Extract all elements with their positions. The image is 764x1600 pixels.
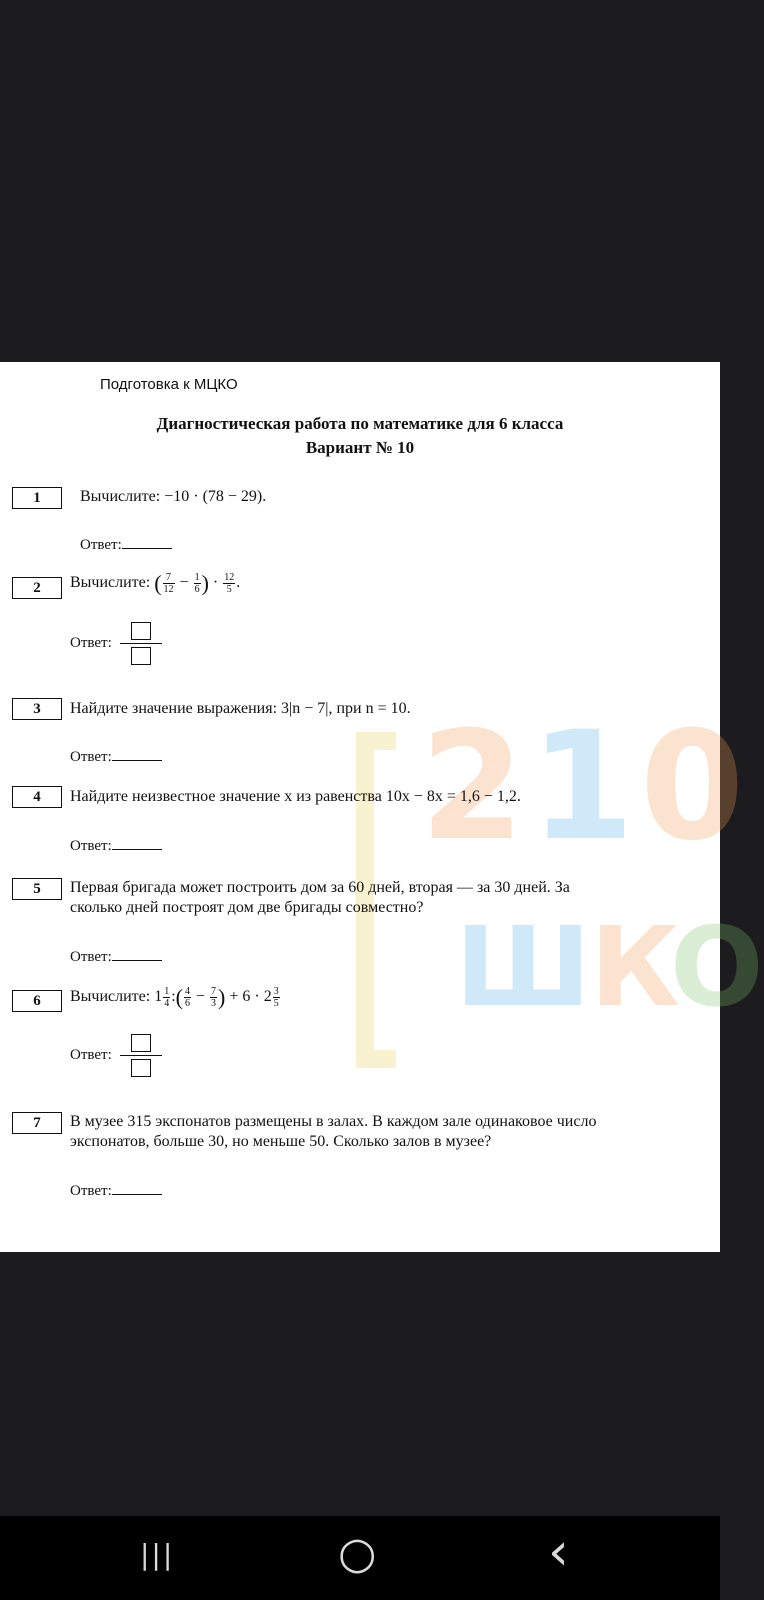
watermark-letter: К xyxy=(590,903,680,1031)
paren-open: ( xyxy=(175,984,183,1010)
fraction: $\frac{3}{5}$ xyxy=(273,986,279,1009)
whole-part: 2 xyxy=(263,988,272,1006)
home-icon[interactable]: ○ xyxy=(338,1528,377,1579)
answer-fraction-boxes xyxy=(120,622,162,665)
task-3-text: Найдите значение выражения: 3|n − 7|, при n = 10. xyxy=(70,700,411,717)
answer-1 xyxy=(80,534,172,554)
task-1-text xyxy=(80,487,266,507)
task-line: В музее 315 экспонатов размещены в залах. В каждом зале одинаковое число xyxy=(70,1113,597,1130)
operator: + 6 · xyxy=(229,988,260,1006)
task-expression: −10 · (78 − 29). xyxy=(164,488,267,505)
task-label: Вычислите: xyxy=(70,574,151,592)
operator: · xyxy=(212,574,219,592)
prep-header: Подготовка к МЦКО xyxy=(100,376,238,393)
fraction: $\frac{7}{12}$ xyxy=(163,572,174,595)
operator: − xyxy=(179,574,189,592)
answer-6 xyxy=(70,1034,162,1077)
document-page xyxy=(0,362,764,1252)
task-line: сколько дней построят дом две бригады совместно? xyxy=(70,899,424,916)
punctuation: . xyxy=(236,574,241,592)
answer-label: Ответ: xyxy=(70,1047,112,1063)
fraction: $\frac{1}{4}$ xyxy=(164,986,170,1009)
watermark-digit: 1 xyxy=(530,700,635,874)
answer-label: Ответ: xyxy=(70,635,112,651)
recent-apps-icon[interactable]: ||| xyxy=(140,1538,175,1571)
answer-7 xyxy=(70,1180,162,1200)
task-number: 5 xyxy=(12,878,62,900)
paren-open: ( xyxy=(154,570,162,596)
answer-5 xyxy=(70,946,162,966)
answer-3 xyxy=(70,746,162,766)
answer-4 xyxy=(70,835,162,855)
task-number: 4 xyxy=(12,786,62,808)
answer-label: Ответ: xyxy=(70,1183,112,1199)
task-5-text xyxy=(70,878,570,918)
answer-line xyxy=(112,835,162,850)
numerator-box[interactable] xyxy=(131,622,151,640)
numerator-box[interactable] xyxy=(131,1034,151,1052)
task-7-text xyxy=(70,1112,596,1152)
whole-part: 1 xyxy=(154,988,163,1006)
paren-close: ) xyxy=(218,984,226,1010)
answer-label: Ответ: xyxy=(70,838,112,854)
task-number: 3 xyxy=(12,698,62,720)
task-number: 7 xyxy=(12,1112,62,1134)
fraction: $\frac{4}{6}$ xyxy=(185,986,190,1009)
fraction: $\frac{12}{5}$ xyxy=(224,572,235,595)
answer-label: Ответ: xyxy=(70,749,112,765)
page-title: Диагностическая работа по математике для 6 класса xyxy=(156,414,564,433)
task-label: Вычислите: xyxy=(80,488,161,505)
watermark-letter: Ш xyxy=(455,903,591,1031)
system-nav-bar xyxy=(0,1516,720,1600)
variant-title: Вариант № 10 xyxy=(305,438,415,457)
fraction: $\frac{1}{6}$ xyxy=(194,572,200,595)
denominator-box[interactable] xyxy=(131,1059,151,1077)
watermark-letter: О xyxy=(670,903,764,1031)
answer-fraction-boxes xyxy=(120,1034,162,1077)
answer-line xyxy=(112,946,162,961)
watermark-digit: 0 xyxy=(640,700,745,874)
task-6-text xyxy=(70,986,281,1009)
task-line: экспонатов, больше 30, но меньше 50. Сколько залов в музее? xyxy=(70,1133,492,1150)
task-number: 2 xyxy=(12,577,62,599)
answer-2 xyxy=(70,622,162,665)
answer-line xyxy=(112,1180,162,1195)
answer-label: Ответ: xyxy=(80,537,122,553)
task-4-text: Найдите неизвестное значение x из равенства 10x − 8x = 1,6 − 1,2. xyxy=(70,788,521,805)
back-icon[interactable]: ‹ xyxy=(548,1522,569,1582)
task-number: 1 xyxy=(12,487,62,509)
answer-line xyxy=(112,746,162,761)
denominator-box[interactable] xyxy=(131,647,151,665)
answer-line xyxy=(122,534,172,549)
fraction: $\frac{7}{3}$ xyxy=(211,986,217,1009)
bottom-dark-area xyxy=(0,1252,720,1516)
watermark-digit: 2 xyxy=(420,700,525,874)
answer-label: Ответ: xyxy=(70,949,112,965)
top-dark-area xyxy=(0,0,720,362)
task-2-text xyxy=(70,572,240,595)
task-number: 6 xyxy=(12,990,62,1012)
paren-close: ) xyxy=(201,570,209,596)
task-label: Вычислите: xyxy=(70,988,151,1006)
operator: : xyxy=(171,988,176,1006)
operator: − xyxy=(196,988,206,1006)
task-line: Первая бригада может построить дом за 60 дней, вторая — за 30 дней. За xyxy=(70,879,570,896)
